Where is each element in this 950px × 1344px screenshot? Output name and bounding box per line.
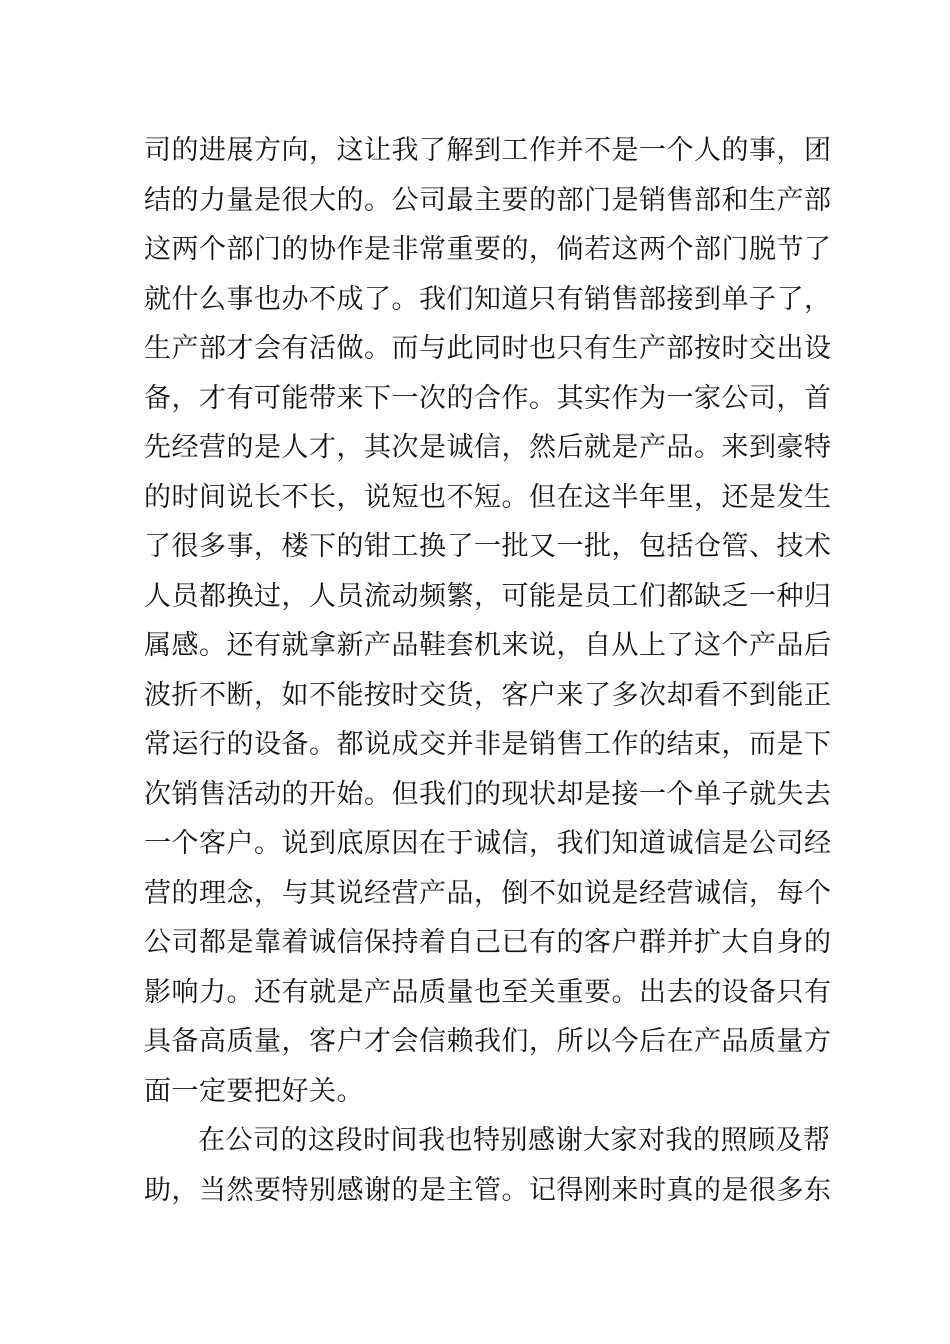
text-line: 人员都换过，人员流动频繁，可能是员工们都缺乏一种归 <box>144 580 832 612</box>
text-line: 常运行的设备。都说成交并非是销售工作的结束，而是下 <box>144 729 832 760</box>
text-line: 公司都是靠着诚信保持着自己已有的客户群并扩大自身的 <box>144 927 832 958</box>
text-line: 先经营的是人才，其次是诚信，然后就是产品。来到豪特 <box>144 432 832 463</box>
text-line: 营的理念，与其说经营产品，倒不如说是经营诚信，每个 <box>144 877 832 909</box>
text-line: 结的力量是很大的。公司最主要的部门是销售部和生产部 <box>144 184 832 216</box>
text-line: 这两个部门的协作是非常重要的，倘若这两个部门脱节了 <box>144 234 832 265</box>
text-line: 助，当然要特别感谢的是主管。记得刚来时真的是很多东 <box>144 1174 832 1206</box>
body-text <box>144 126 832 1215</box>
text-line: 司的进展方向，这让我了解到工作并不是一个人的事，团 <box>144 135 832 166</box>
text-line: 就什么事也办不成了。我们知道只有销售部接到单子了， <box>144 283 832 315</box>
text-line: 波折不断，如不能按时交货，客户来了多次却看不到能正 <box>144 679 832 711</box>
text-line: 的时间说长不长，说短也不短。但在这半年里，还是发生 <box>144 481 832 513</box>
paragraph-first-line: 在公司的这段时间我也特别感谢大家对我的照顾及帮 <box>198 1125 831 1156</box>
text-line: 备，才有可能带来下一次的合作。其实作为一家公司，首 <box>144 382 832 414</box>
text-line: 属感。还有就拿新产品鞋套机来说，自从上了这个产品后 <box>144 630 832 661</box>
text-line: 了很多事，楼下的钳工换了一批又一批，包括仓管、技术 <box>144 531 832 562</box>
text-line: 具备高质量，客户才会信赖我们，所以今后在产品质量方 <box>144 1026 832 1057</box>
text-line: 生产部才会有活做。而与此同时也只有生产部按时交出设 <box>144 333 832 364</box>
text-line: 面一定要把好关。 <box>144 1075 364 1107</box>
text-line: 次销售活动的开始。但我们的现状却是接一个单子就失去 <box>144 778 832 810</box>
text-line: 影响力。还有就是产品质量也至关重要。出去的设备只有 <box>144 976 832 1008</box>
text-line: 一个客户。说到底原因在于诚信，我们知道诚信是公司经 <box>144 828 832 859</box>
